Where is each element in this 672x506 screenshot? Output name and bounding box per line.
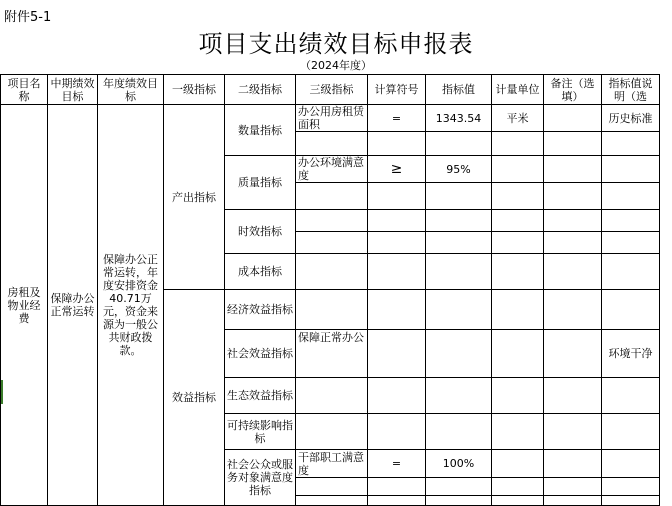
annual-goal-cell[interactable]: 保障办公正常运转，年度安排资金40.71万元，资金来源为一般公共财政拨款。	[98, 105, 164, 506]
level3-cell[interactable]	[296, 132, 368, 156]
desc-cell[interactable]	[602, 450, 660, 478]
value-cell[interactable]	[426, 210, 492, 232]
mid-goal-cell[interactable]: 保障办公正常运转	[48, 105, 98, 506]
unit-cell[interactable]	[492, 232, 544, 254]
level2-social-cell[interactable]: 社会效益指标	[225, 330, 296, 378]
level3-cell[interactable]	[296, 378, 368, 414]
header-symbol: 计算符号	[368, 75, 426, 105]
note-cell[interactable]	[544, 105, 602, 132]
note-cell[interactable]	[544, 210, 602, 232]
symbol-cell[interactable]	[368, 330, 426, 378]
note-cell[interactable]	[544, 132, 602, 156]
unit-cell[interactable]	[492, 478, 544, 496]
note-cell[interactable]	[544, 290, 602, 330]
level3-cell[interactable]	[296, 414, 368, 450]
level3-cell[interactable]	[296, 478, 368, 496]
value-cell[interactable]	[426, 478, 492, 496]
value-cell[interactable]: 1343.54	[426, 105, 492, 132]
level3-cell[interactable]	[296, 232, 368, 254]
note-cell[interactable]	[544, 232, 602, 254]
unit-cell[interactable]	[492, 496, 544, 506]
desc-cell[interactable]	[602, 414, 660, 450]
header-project-name: 项目名称	[1, 75, 48, 105]
value-cell[interactable]	[426, 414, 492, 450]
desc-cell[interactable]	[602, 290, 660, 330]
level3-cell[interactable]: 办公环境满意度	[296, 156, 368, 183]
value-cell[interactable]	[426, 290, 492, 330]
value-cell[interactable]: 95%	[426, 156, 492, 183]
note-cell[interactable]	[544, 183, 602, 210]
unit-cell[interactable]	[492, 132, 544, 156]
symbol-cell[interactable]: =	[368, 105, 426, 132]
level3-cell[interactable]	[296, 254, 368, 290]
page-title: 项目支出绩效目标申报表	[198, 30, 474, 58]
header-desc: 指标值说明（选	[602, 75, 660, 105]
header-annual-goal: 年度绩效目标	[98, 75, 164, 105]
desc-cell[interactable]: 环境干净	[602, 330, 660, 378]
level3-cell[interactable]	[296, 210, 368, 232]
symbol-cell[interactable]	[368, 183, 426, 210]
note-cell[interactable]	[544, 156, 602, 183]
table-row	[1, 105, 660, 132]
unit-cell[interactable]: 平米	[492, 105, 544, 132]
symbol-cell[interactable]	[368, 378, 426, 414]
symbol-cell[interactable]	[368, 232, 426, 254]
desc-cell[interactable]	[602, 378, 660, 414]
level2-quantity-cell[interactable]: 数量指标	[225, 105, 296, 156]
level3-cell[interactable]	[296, 290, 368, 330]
unit-cell[interactable]	[492, 210, 544, 232]
desc-cell[interactable]	[602, 254, 660, 290]
desc-cell[interactable]	[602, 156, 660, 183]
header-mid-goal: 中期绩效目标	[48, 75, 98, 105]
note-cell[interactable]	[544, 478, 602, 496]
value-cell[interactable]	[426, 254, 492, 290]
unit-cell[interactable]	[492, 378, 544, 414]
value-cell[interactable]	[426, 330, 492, 378]
unit-cell[interactable]	[492, 156, 544, 183]
note-cell[interactable]	[544, 414, 602, 450]
value-cell[interactable]	[426, 183, 492, 210]
header-note: 备注（选填）	[544, 75, 602, 105]
symbol-cell[interactable]	[368, 478, 426, 496]
symbol-cell[interactable]	[368, 496, 426, 506]
symbol-cell[interactable]: =	[368, 450, 426, 478]
desc-cell[interactable]	[602, 496, 660, 506]
unit-cell[interactable]	[492, 330, 544, 378]
value-cell[interactable]	[426, 496, 492, 506]
symbol-cell[interactable]: ≥	[368, 156, 426, 183]
level1-effect-cell[interactable]: 效益指标	[164, 290, 225, 506]
symbol-cell[interactable]	[368, 210, 426, 232]
unit-cell[interactable]	[492, 450, 544, 478]
level3-cell[interactable]	[296, 183, 368, 210]
value-cell[interactable]	[426, 132, 492, 156]
level1-output-cell[interactable]: 产出指标	[164, 105, 225, 290]
note-cell[interactable]	[544, 450, 602, 478]
year-subtitle: （2024年度）	[300, 59, 372, 72]
level2-timeliness-cell[interactable]: 时效指标	[225, 210, 296, 254]
level3-cell[interactable]	[296, 496, 368, 506]
unit-cell[interactable]	[492, 414, 544, 450]
attachment-label: 附件5-1	[4, 10, 52, 25]
note-cell[interactable]	[544, 330, 602, 378]
header-row	[1, 75, 660, 105]
symbol-cell[interactable]	[368, 254, 426, 290]
level2-quality-cell[interactable]: 质量指标	[225, 156, 296, 210]
symbol-cell[interactable]	[368, 132, 426, 156]
unit-cell[interactable]	[492, 254, 544, 290]
desc-cell[interactable]	[602, 478, 660, 496]
header-unit: 计量单位	[492, 75, 544, 105]
symbol-cell[interactable]	[368, 290, 426, 330]
desc-cell[interactable]	[602, 232, 660, 254]
symbol-cell[interactable]	[368, 414, 426, 450]
note-cell[interactable]	[544, 378, 602, 414]
note-cell[interactable]	[544, 254, 602, 290]
level2-sustainable-cell[interactable]: 可持续影响指标	[225, 414, 296, 450]
desc-cell[interactable]	[602, 183, 660, 210]
unit-cell[interactable]	[492, 290, 544, 330]
level3-cell[interactable]: 干部职工满意度	[296, 450, 368, 478]
level2-ecological-cell[interactable]: 生态效益指标	[225, 378, 296, 414]
level2-satisfaction-cell[interactable]: 社会公众或服务对象满意度指标	[225, 450, 296, 506]
value-cell[interactable]	[426, 232, 492, 254]
level3-cell[interactable]: 办公用房租赁面积	[296, 105, 368, 132]
desc-cell[interactable]	[602, 132, 660, 156]
desc-cell[interactable]: 历史标准	[602, 105, 660, 132]
desc-cell[interactable]	[602, 210, 660, 232]
note-cell[interactable]	[544, 496, 602, 506]
value-cell[interactable]	[426, 378, 492, 414]
header-level2: 二级指标	[225, 75, 296, 105]
performance-table	[0, 74, 660, 506]
unit-cell[interactable]	[492, 183, 544, 210]
level2-cost-cell[interactable]: 成本指标	[225, 254, 296, 290]
header-level3: 三级指标	[296, 75, 368, 105]
level3-cell[interactable]: 保障正常办公	[296, 330, 368, 378]
value-cell[interactable]: 100%	[426, 450, 492, 478]
header-value: 指标值	[426, 75, 492, 105]
level2-economic-cell[interactable]: 经济效益指标	[225, 290, 296, 330]
project-name-cell[interactable]: 房租及物业经费	[1, 105, 48, 506]
header-level1: 一级指标	[164, 75, 225, 105]
